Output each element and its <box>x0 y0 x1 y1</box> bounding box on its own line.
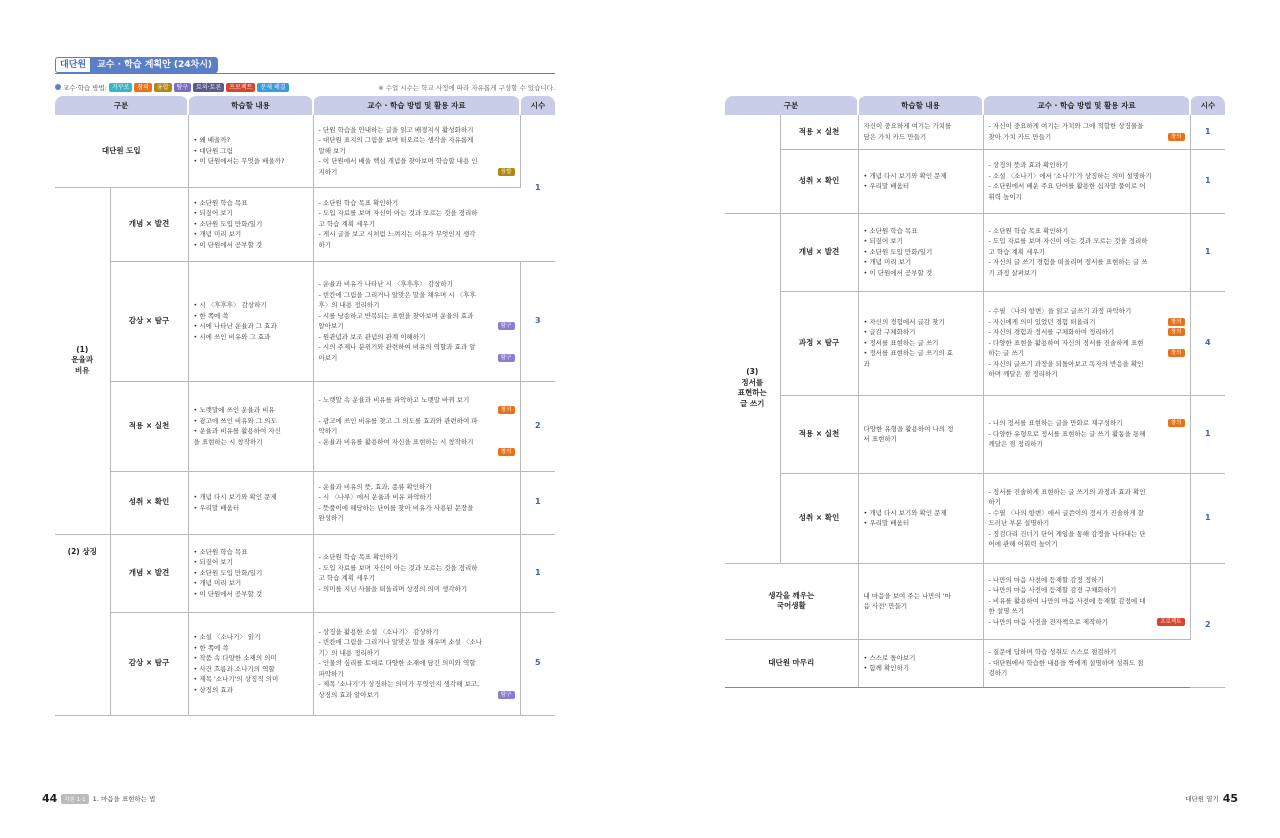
list-item: - 뜻풀이에 해당하는 단어를 찾아 비유가 사용된 문장을 <box>318 503 474 512</box>
page-number: 44 <box>42 792 58 805</box>
header-divider <box>55 73 555 74</box>
subcategory: 감상 × 탐구 <box>110 261 188 381</box>
subcategory: 성취 × 확인 <box>110 471 188 534</box>
method-cell <box>313 261 520 381</box>
list-item: • 이 단원에서는 무엇을 배울까? <box>193 157 285 165</box>
list-item: - 수필 〈나의 항변〉을 읽고 글쓰기 과정 파악하기 <box>988 307 1132 316</box>
list-item: - 광고에 쓰인 비유를 찾고 그 의도를 효과와 관련하여 파 <box>318 416 478 425</box>
list-item: 서 표현하기 <box>863 435 897 443</box>
method-label: 교수·학습 방법: <box>63 83 107 92</box>
unit-tag: 대단원 <box>55 57 91 73</box>
list-item: • 노랫말에 쓰인 운율과 비유 <box>193 406 275 414</box>
footer-title: 대단원 열기 <box>1185 795 1219 803</box>
list-item: • 함께 확인하기 <box>863 664 910 672</box>
list-item: • 되짚어 보기 <box>193 558 233 567</box>
list-item: - 나만의 마음 사전에 등재할 감정 구체화하기 <box>988 586 1117 595</box>
list-item <box>989 348 1185 359</box>
list-item: • 우리말 배움터 <box>193 503 240 512</box>
list-item: 한 설명 쓰기 <box>988 607 1025 616</box>
hours-cell: 1 <box>520 115 555 261</box>
list-item: - 제목 '소나기'가 상징하는 의미가 무엇인지 생각해 보고, <box>318 680 480 689</box>
list-item: • 소단원 도입 만화/일기 <box>193 219 263 228</box>
list-item: - 도입 자료를 보며 자신이 아는 것과 모르는 것을 정리하 <box>318 209 478 218</box>
col-header-method: 교수 · 학습 방법 및 활용 자료 <box>313 96 520 115</box>
list-item: - 시 〈나루〉에서 운율과 비유 파악하기 <box>318 493 433 501</box>
method-cell <box>313 612 520 715</box>
content-cell <box>188 471 313 534</box>
list-item: 후〉의 내용 정리하기 <box>318 301 380 309</box>
list-item: 파악하기 <box>318 669 344 678</box>
subcategory: 성취 × 확인 <box>780 149 858 213</box>
table-row <box>55 471 555 534</box>
list-item <box>989 132 1185 143</box>
list-item: 깨달은 점 정리하기 <box>988 440 1043 449</box>
list-item: • 개념 미리 보기 <box>193 230 242 239</box>
list-item: • 소단원 도입 만화/일기 <box>863 247 933 256</box>
hours-cell: 2 <box>520 381 555 471</box>
list-item: - 대단원에서 학습한 내용을 짝에게 설명하며 성취도 점 <box>988 658 1144 667</box>
hours-cell: 1 <box>520 534 555 612</box>
badge-creative: 창의 <box>1168 328 1185 336</box>
list-item: 과 <box>863 359 870 368</box>
list-item-text: 아보기 <box>318 353 338 362</box>
list-item: 자신이 중요하게 여기는 가치를 <box>863 122 952 131</box>
badge-convergence: 융합 <box>154 83 172 92</box>
method-cell <box>983 213 1190 291</box>
list-item <box>989 327 1185 338</box>
list-item: 악하기 <box>318 427 338 435</box>
col-header-content: 학습할 내용 <box>188 96 313 115</box>
table-row <box>725 473 1225 563</box>
category-unit-2: (2) 상징 <box>55 534 110 715</box>
list-item: - 도입 자료를 보며 자신이 아는 것과 모르는 것을 정리하 <box>988 237 1148 246</box>
list-item <box>989 317 1185 328</box>
list-item: - 단원 학습을 안내하는 글을 읽고 배경지식 활성화하기 <box>318 125 474 134</box>
right-page <box>640 0 1280 838</box>
category-unit-1 <box>55 187 110 534</box>
list-item: • 개념 미리 보기 <box>193 579 242 588</box>
list-item: - 소단원 학습 목표 확인하기 <box>988 226 1069 235</box>
list-item: 다양한 유형을 활용하여 나의 정 <box>863 424 954 433</box>
list-item <box>319 167 515 178</box>
list-item: • 시에 나타난 운율과 그 효과 <box>193 322 277 330</box>
list-item: 을 표현하는 시 창작하기 <box>193 437 263 446</box>
list-item: - 의미를 지닌 사물을 떠올리며 상징의 의미 생각하기 <box>318 584 468 593</box>
list-item: • 광고에 쓰인 비유와 그 의도 <box>193 416 277 425</box>
list-item: 하기 <box>318 240 332 249</box>
list-item: - 소단원 학습 목표 확인하기 <box>318 553 399 561</box>
list-item: - 다양한 유형으로 정서를 표현하는 글 쓰기 활동을 통해 <box>988 429 1146 438</box>
list-item-text: - 자신에게 의미 있었던 경험 떠올리기 <box>988 317 1096 326</box>
subcategory: 적용 × 실천 <box>780 115 858 149</box>
category-line: 정서를 <box>741 377 764 387</box>
col-header-method: 교수 · 학습 방법 및 활용 자료 <box>983 96 1190 115</box>
hours-cell: 1 <box>1190 149 1225 213</box>
list-item: 검하기 <box>988 669 1008 678</box>
table-row <box>55 187 555 261</box>
list-item <box>319 690 515 701</box>
list-item: - 운율과 비유를 활용하여 자신을 표현하는 시 창작하기 <box>318 437 474 446</box>
list-item: 완성하기 <box>318 514 344 522</box>
subcategory: 개념 × 발견 <box>110 187 188 261</box>
category-unit-2-continued <box>725 115 780 213</box>
content-cell <box>188 187 313 261</box>
list-item: 기 과정 살펴보기 <box>988 268 1037 277</box>
schedule-note: ※ 수업 시수는 학교 사정에 따라 자유롭게 구성할 수 있습니다. <box>378 83 555 92</box>
category-line: 비유 <box>75 365 90 375</box>
list-item: 드러난 부분 설명하기 <box>988 519 1050 527</box>
list-item: 담은 가치 카드 만들기 <box>863 132 927 141</box>
hours-cell: 1 <box>1190 213 1225 291</box>
list-item: - 운율과 비유가 나타난 시 〈후후후〉 감상하기 <box>318 280 453 288</box>
method-cell <box>313 381 520 471</box>
list-item: - 상징의 뜻과 효과 확인하기 <box>988 161 1069 169</box>
list-item: - 자신의 글쓰기 과정을 되돌아보고 독자의 반응을 확인 <box>988 359 1144 368</box>
badge-inquiry: 탐구 <box>498 322 515 330</box>
list-item: 기〉의 내용 정리하기 <box>318 648 380 657</box>
category-line: 운율과 <box>71 355 94 365</box>
content-cell <box>188 612 313 715</box>
hours-cell: 1 <box>1190 473 1225 563</box>
hours-cell: 1 <box>1190 115 1225 149</box>
list-item: - 노랫말 속 운율과 비유를 파악하고 노랫말 바꿔 보기 <box>318 395 470 404</box>
list-item: • 작품 속 다양한 소재의 의미 <box>193 654 277 662</box>
list-item: - 원관념과 보조 관념의 관계 이해하기 <box>318 332 426 341</box>
content-cell <box>858 639 983 687</box>
list-item: • 개념 다시 보기와 확인 문제 <box>863 171 947 180</box>
category-line: (3) <box>746 367 759 376</box>
lesson-plan-table-left <box>55 96 555 716</box>
list-item-text: 알아보기 <box>318 322 344 330</box>
method-cell <box>313 471 520 534</box>
badge-creative: 창의 <box>134 83 152 92</box>
page-number: 45 <box>1222 792 1238 805</box>
list-item-text: - 자신의 경험과 정서를 구체화하여 정리하기 <box>988 328 1115 337</box>
list-item: • 정서를 표현하는 글 쓰기 <box>863 338 939 347</box>
table-row <box>725 395 1225 473</box>
badge-project: 프로젝트 <box>226 83 255 92</box>
method-cell <box>313 534 520 612</box>
method-cell <box>983 473 1190 563</box>
badge-inquiry: 탐구 <box>498 691 515 699</box>
method-legend <box>55 81 555 93</box>
list-item: • 자신의 경험에서 글감 찾기 <box>863 317 945 326</box>
footer-title: 1. 마음을 표현하는 법 <box>92 795 156 803</box>
method-cell <box>983 395 1190 473</box>
hours-cell: 4 <box>1190 291 1225 395</box>
list-item: - 게시 글을 보고 시처럼 느껴지는 이유가 무엇인지 생각 <box>318 230 476 239</box>
method-cell <box>983 291 1190 395</box>
table-row <box>55 534 555 612</box>
list-item-text: 하는 글 쓰기 <box>988 349 1025 358</box>
list-item: • 소단원 학습 목표 <box>193 547 248 556</box>
list-item: • 운율과 비유를 활용하여 자신 <box>193 427 281 435</box>
list-item: - 소단원 학습 목표 확인하기 <box>318 198 399 207</box>
badge-creative: 창의 <box>1168 349 1185 357</box>
table-row <box>725 115 1225 149</box>
content-cell <box>858 473 983 563</box>
list-item: 고 학습 계획 세우기 <box>318 219 375 228</box>
list-item: • 시에 쓰인 비유와 그 효과 <box>193 332 271 341</box>
badge-project: 프로젝트 <box>1157 618 1184 626</box>
list-item: • 소단원 도입 만화/일기 <box>193 568 263 577</box>
list-item: 휘력 높이기 <box>988 192 1022 201</box>
footer-left <box>42 792 155 805</box>
list-item: • 이 단원에서 공부할 것 <box>193 589 263 598</box>
list-item <box>319 353 515 364</box>
method-cell <box>983 115 1190 149</box>
content-cell <box>188 261 313 381</box>
list-item: - 빈칸에 그림을 그리거나 알맞은 말을 채우며 소설 〈소나 <box>318 638 483 647</box>
list-item <box>319 447 515 458</box>
hours-cell: 1 <box>1190 395 1225 473</box>
list-item: 하며 깨달은 점 정리하기 <box>988 370 1058 379</box>
list-item: - 운율과 비유의 뜻, 효과, 종류 확인하기 <box>318 482 432 491</box>
content-cell <box>188 381 313 471</box>
content-cell <box>858 563 983 639</box>
list-item: - 자신이 중요하게 여기는 가치와 그에 적합한 상징물을 <box>988 122 1144 131</box>
content-cell <box>188 115 313 187</box>
table-row <box>725 563 1225 639</box>
hours-cell: 5 <box>520 612 555 715</box>
list-item: • 이 단원에서 공부할 것 <box>863 268 933 277</box>
col-header-content: 학습할 내용 <box>858 96 983 115</box>
list-item: - 자신의 글 쓰기 경험을 떠올리며 정서를 표현하는 글 쓰 <box>988 258 1148 267</box>
list-item <box>989 617 1185 628</box>
list-item: - 도입 자료를 보며 자신이 아는 것과 모르는 것을 정리하 <box>318 563 478 572</box>
list-item: • 대단원 그림 <box>193 146 233 155</box>
list-item: - 상징을 활용한 소설 〈소나기〉 감상하기 <box>318 627 439 636</box>
list-item: - 빈칸에 그림을 그리거나 알맞은 말을 채우며 시 〈후후 <box>318 290 476 299</box>
list-item: • 글감 구체화하기 <box>863 328 916 337</box>
list-item-text: 찾아 가치 카드 만들기 <box>988 132 1052 141</box>
list-item <box>989 418 1185 429</box>
subcategory: 개념 × 발견 <box>110 534 188 612</box>
category-line: 표현하는 <box>737 388 767 397</box>
hours-cell: 2 <box>1190 563 1225 687</box>
table-header-row <box>55 96 555 115</box>
col-header-hours: 시수 <box>520 96 555 115</box>
col-header-hours: 시수 <box>1190 96 1225 115</box>
list-item: • 개념 미리 보기 <box>863 258 912 267</box>
list-item: • 소단원 학습 목표 <box>863 226 918 235</box>
list-item: • 이 단원에서 공부할 것 <box>193 240 263 249</box>
list-item: 고 학습 계획 세우기 <box>318 574 375 582</box>
list-item: - 소단원에서 배운 주요 단어를 활용한 십자말 풀이로 어 <box>988 182 1146 190</box>
category-korean-life <box>725 563 858 639</box>
list-item: • 한 쪽에 쓱 <box>193 311 229 320</box>
footer-right <box>1185 792 1238 805</box>
method-cell <box>983 639 1190 687</box>
list-item: • 개념 다시 보기와 확인 문제 <box>193 493 277 501</box>
subcategory: 적용 × 실천 <box>110 381 188 471</box>
badge-creative: 창의 <box>498 448 515 456</box>
list-item: 어에 관해 어휘력 높이기 <box>988 540 1058 548</box>
unit-title: 교수 · 학습 계획안 (24차시) <box>91 57 218 73</box>
list-item: - 비유를 활용하여 나만의 마음 사전에 등재할 감정에 대 <box>988 596 1146 605</box>
list-item: - 징검다리 건너기 단어 게임을 통해 감정을 나타내는 단 <box>988 529 1146 538</box>
list-item: - 소설 〈소나기〉에서 '소나기'가 상징하는 의미 설명하기 <box>988 171 1152 180</box>
list-item: - 인물의 심리를 토대로 다양한 소재에 담긴 의미와 역할 <box>318 659 476 668</box>
list-item: - 정서를 진솔하게 표현하는 글 쓰기의 과정과 효과 확인 <box>988 487 1146 496</box>
table-row <box>55 261 555 381</box>
list-item: - 시의 주제나 분위기와 관련하여 비유의 역할과 효과 알 <box>318 343 476 351</box>
category-line: 생각을 깨우는 <box>768 590 815 600</box>
list-item-text: 지하기 <box>318 167 338 176</box>
list-item: • 되짚어 보기 <box>193 209 233 218</box>
table-row <box>55 115 555 187</box>
table-row <box>725 213 1225 291</box>
lesson-plan-table-right <box>725 96 1225 688</box>
content-cell <box>858 213 983 291</box>
list-item: • 시 〈후후후〉 감상하기 <box>193 301 267 309</box>
bullet-icon <box>55 84 61 90</box>
method-cell <box>313 115 520 187</box>
list-item: - 다양한 표현을 활용하여 자신의 정서를 진솔하게 표현 <box>988 338 1144 347</box>
list-item: - 이 단원에서 배울 핵심 개념을 찾아보며 학습할 내용 인 <box>318 157 478 165</box>
list-item: 내 마음을 보여 주는 나만의 '마 <box>863 591 951 600</box>
category-intro: 대단원 도입 <box>55 115 188 187</box>
content-cell <box>858 395 983 473</box>
badge-inquiry: 탐구 <box>498 354 515 362</box>
list-item: 고 학습 계획 세우기 <box>988 247 1045 256</box>
list-item: • 소설 〈소나기〉 읽기 <box>193 633 261 641</box>
badge-creative: 창의 <box>1168 419 1185 427</box>
list-item: • 왜 배울까? <box>193 136 231 144</box>
method-cell <box>313 187 520 261</box>
hours-cell: 1 <box>520 471 555 534</box>
list-item: - 시를 낭송하고 반복되는 표현을 찾아보며 운율의 효과 <box>318 311 474 320</box>
content-cell <box>858 115 983 149</box>
list-item: • 우리말 배움터 <box>863 182 910 190</box>
list-item: • 되짚어 보기 <box>863 237 903 246</box>
list-item: • 스스로 돌아보기 <box>863 653 916 662</box>
list-item: - 질문에 답하며 학습 성취도 스스로 점검하기 <box>988 648 1117 657</box>
category-line: 국어생활 <box>776 601 806 610</box>
footer-badge: 각론 1-1 <box>61 794 88 804</box>
table-row <box>725 291 1225 395</box>
table-row <box>725 149 1225 213</box>
list-item: • 개념 다시 보기와 확인 문제 <box>863 508 947 517</box>
table-header-row <box>725 96 1225 115</box>
list-item: - 대단원 표지의 그림을 보며 떠오르는 생각을 자유롭게 <box>318 136 474 144</box>
list-item <box>319 405 515 416</box>
list-item: 하기 <box>988 498 1002 506</box>
hours-cell: 3 <box>520 261 555 381</box>
badge-inquiry: 탐구 <box>174 83 192 92</box>
badge-flipped: 거꾸로 <box>109 83 132 92</box>
subcategory: 과정 × 탐구 <box>780 291 858 395</box>
badge-convergence: 융합 <box>498 168 515 176</box>
table-row <box>725 639 1225 687</box>
badge-creative: 창의 <box>1168 133 1185 141</box>
list-item: • 소단원 학습 목표 <box>193 198 248 207</box>
content-cell <box>858 149 983 213</box>
list-item: • 사건 흐름과 소나기의 역할 <box>193 664 275 673</box>
list-item: - 수필 〈나의 항변〉에서 글쓴이의 정서가 진솔하게 잘 <box>988 508 1144 517</box>
badge-discussion: 토의·토론 <box>193 83 224 92</box>
category-line: 글 쓰기 <box>740 398 765 408</box>
list-item: • 제목 '소나기'의 상징적 의미 <box>193 675 279 683</box>
content-cell <box>188 534 313 612</box>
category-line: (1) <box>76 344 89 354</box>
content-cell <box>858 291 983 395</box>
list-item: 음 사전' 만들기 <box>863 602 908 610</box>
unit-header <box>55 57 218 73</box>
list-item: • 우리말 배움터 <box>863 519 910 527</box>
badge-problem-solving: 문제 해결 <box>257 83 288 92</box>
subcategory: 적용 × 실천 <box>780 395 858 473</box>
category-unit-3 <box>725 213 780 563</box>
col-header-category: 구분 <box>725 96 858 115</box>
list-item-text: - 나만의 마음 사전을 전자책으로 제작하기 <box>988 617 1108 626</box>
category-closing: 대단원 마무리 <box>725 639 858 687</box>
list-item <box>319 321 515 332</box>
list-item: • 정서를 표현하는 글 쓰기의 효 <box>863 349 954 358</box>
table-row <box>55 612 555 715</box>
list-item: • 한 쪽에 쓱 <box>193 643 229 652</box>
list-item: • 상징의 효과 <box>193 685 233 694</box>
subcategory: 개념 × 발견 <box>780 213 858 291</box>
method-cell <box>983 563 1190 639</box>
list-item: 말해 보기 <box>318 146 346 155</box>
badge-creative: 창의 <box>1168 318 1185 326</box>
list-item-text: - 나의 정서를 표현하는 글을 만화로 재구성하기 <box>988 419 1123 428</box>
subcategory: 성취 × 확인 <box>780 473 858 563</box>
table-row <box>55 381 555 471</box>
list-item: - 나만의 마음 사전에 등재할 감정 정하기 <box>988 575 1104 584</box>
col-header-category: 구분 <box>55 96 188 115</box>
badge-creative: 창의 <box>498 406 515 414</box>
method-cell <box>983 149 1190 213</box>
list-item-text: 상징의 효과 알아보기 <box>318 690 380 699</box>
subcategory: 감상 × 탐구 <box>110 612 188 715</box>
